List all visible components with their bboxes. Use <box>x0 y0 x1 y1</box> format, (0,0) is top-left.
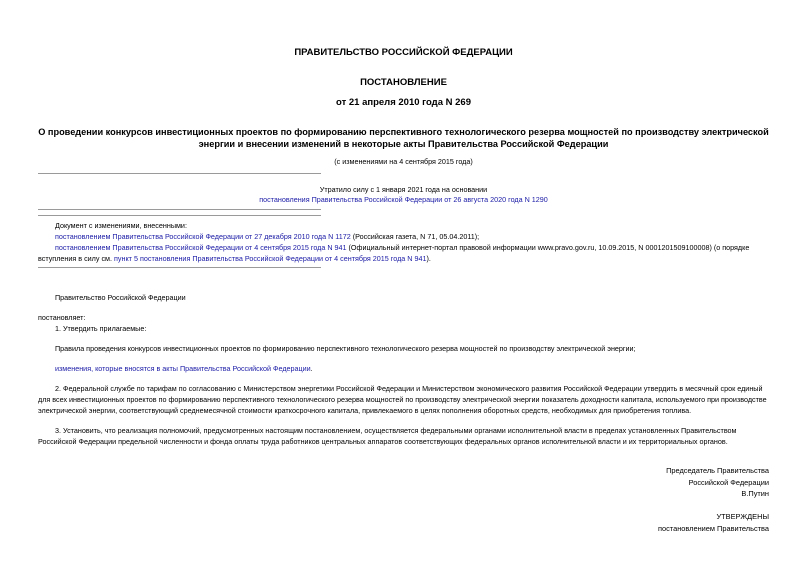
doc-date-number: от 21 апреля 2010 года N 269 <box>336 97 471 108</box>
government-heading: ПРАВИТЕЛЬСТВО РОССИЙСКОЙ ФЕДЕРАЦИИ <box>294 47 513 58</box>
doc-title-line-1: О проведении конкурсов инвестиционных проектов по формированию перспективного технологического резерва мощностей по производству электрической <box>38 127 769 137</box>
signature-line-2: Российской Федерации <box>688 477 769 487</box>
changes-intro: Документ с изменениями, внесенными: <box>55 221 187 230</box>
body-point-2-line-2: для всех инвестиционных проектов по формированию перспективного технологического резерва мощностей по производству электрической энергии показатель доходности капитала, используемого при производстве <box>38 395 767 404</box>
amendment-note: (с изменениями на 4 сентября 2015 года) <box>334 157 473 166</box>
changes-item-1-link[interactable]: постановлением Правительства Российской Федерации от 27 декабря 2010 года N 1172 <box>55 232 351 241</box>
divider <box>38 173 321 174</box>
body-changes-end: . <box>310 364 313 373</box>
changes-item-2-continued <box>38 253 431 264</box>
approved-line-2: постановлением Правительства <box>658 523 769 533</box>
changes-item-2-cont-link[interactable]: пункт 5 постановления Правительства Российской Федерации от 4 сентября 2015 года N 941 <box>114 254 427 263</box>
body-point-2-line-1: 2. Федеральной службе по тарифам по согласованию с Министерством энергетики Российской Федерации и Министерством экономического развития Российской Федерации утвердить в месячный срок единый <box>55 384 763 393</box>
changes-item-1-text: (Российская газета, N 71, 05.04.2011); <box>350 232 480 241</box>
void-notice-text: Утратило силу с 1 января 2021 года на основании <box>319 185 488 194</box>
body-point-2-line-3: электрической энергии, соответствующий среднемесячной стоимости краткосрочного капитала, привлекаемого в целях пополнения оборотных средств, необходимых для приобретения топлива. <box>38 406 692 415</box>
changes-item-1 <box>55 231 479 242</box>
signature-block <box>666 465 769 500</box>
body-changes-row <box>55 363 313 374</box>
changes-item-2-text: (Официальный интернет-портал правовой информации www.pravo.gov.ru, 10.09.2015, N 0001201509100008) (о порядке <box>346 243 750 252</box>
body-point-3-line-1: 3. Установить, что реализация полномочий, предусмотренных настоящим постановлением, осуществляется федеральными органами исполнительной власти в пределах установленных Правительством <box>55 426 737 435</box>
approved-block <box>658 511 769 534</box>
body-point-1: 1. Утвердить прилагаемые: <box>55 324 147 333</box>
body-government: Правительство Российской Федерации <box>55 293 186 302</box>
changes-item-2-link[interactable]: постановлением Правительства Российской Федерации от 4 сентября 2015 года N 941 <box>55 243 347 252</box>
signature-line-3: В.Путин <box>741 489 769 498</box>
body-decrees: постановляет: <box>38 313 86 322</box>
doc-type: ПОСТАНОВЛЕНИЕ <box>360 77 447 88</box>
changes-item-2-cont-end: ). <box>426 254 431 263</box>
body-point-3-line-2: Российской Федерации предельной численности и фонда оплаты труда работников центральных аппаратов соответствующих федеральных органов исполнительной власти и их территориальных органов. <box>38 437 728 446</box>
signature-line-1: Председатель Правительства <box>666 466 769 475</box>
divider <box>38 267 321 268</box>
body-changes-link[interactable]: изменения, которые вносятся в акты Правительства Российской Федерации <box>55 364 311 373</box>
changes-item-2-cont-text: вступления в силу см. <box>38 254 114 263</box>
divider <box>38 209 321 210</box>
void-notice-link-row <box>0 195 807 204</box>
divider <box>38 215 321 216</box>
changes-item-2 <box>55 242 749 253</box>
body-rules: Правила проведения конкурсов инвестиционных проектов по формированию перспективного технологического резерва мощностей по производству электрической энергии; <box>55 344 636 353</box>
doc-title-line-2: энергии и внесении изменений в некоторые акты Правительства Российской Федерации <box>198 139 609 149</box>
void-notice-link[interactable]: постановления Правительства Российской Федерации от 26 августа 2020 года N 1290 <box>259 195 548 204</box>
approved-line-1: УТВЕРЖДЕНЫ <box>716 512 769 521</box>
